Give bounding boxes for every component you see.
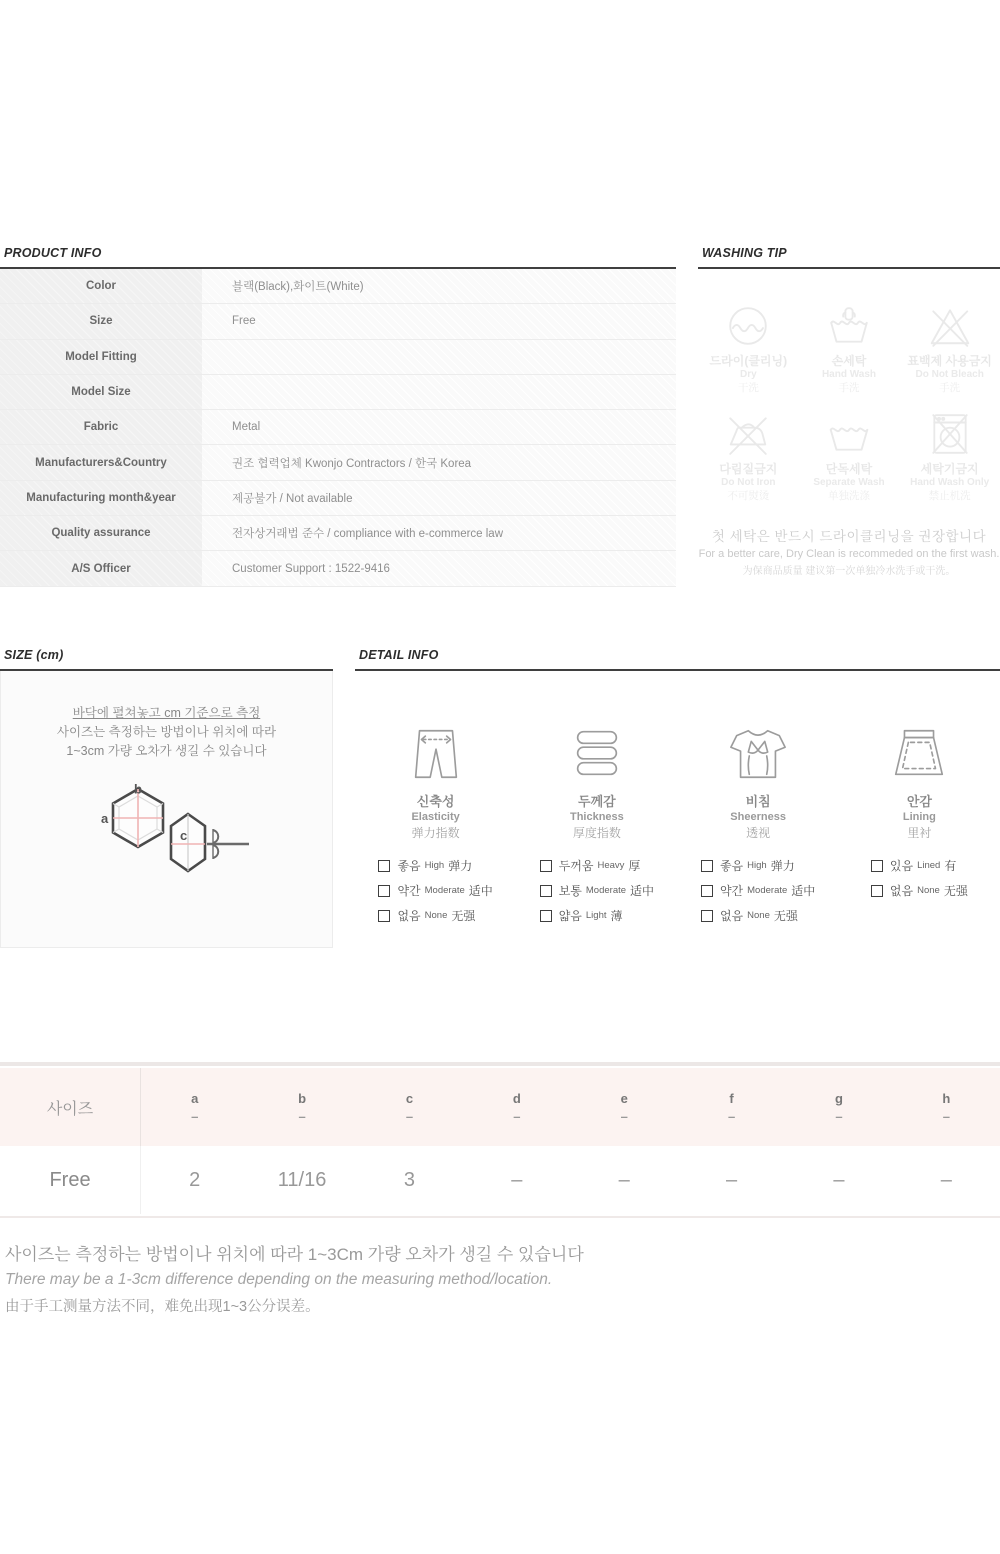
wash-label-en: Hand Wash Only [910, 477, 990, 488]
option-zh: 适中 [791, 884, 816, 898]
row-label: Model Fitting [0, 339, 202, 374]
option-checkbox[interactable] [871, 860, 883, 872]
washing-icons-grid [698, 303, 1000, 503]
row-label: Size [0, 304, 202, 339]
table-row [0, 480, 676, 515]
table-row [0, 410, 676, 445]
washing-item [698, 303, 799, 395]
category-label-zh: 厚度指数 [572, 826, 621, 840]
size-table [0, 1062, 1000, 1218]
fabric-thickness-icon [566, 723, 628, 785]
footer-note-en: There may be a 1-3cm difference depending on the measuring method/location. [5, 1271, 553, 1288]
section-rule [698, 267, 1000, 269]
size-table-col-g [785, 1068, 892, 1146]
row-value [202, 374, 676, 409]
option-en: Heavy [597, 860, 625, 871]
category-label-en: Elasticity [411, 811, 460, 823]
option-en: None [424, 910, 448, 921]
option-checkbox[interactable] [540, 910, 552, 922]
category-label-en: Lining [902, 811, 936, 823]
wash-label-zh: 手洗 [939, 382, 961, 394]
option-ko: 약간 [397, 884, 421, 898]
separate-wash-icon [826, 411, 872, 457]
option-en: High [424, 860, 445, 871]
wash-label-zh: 禁止机洗 [928, 490, 971, 502]
category-label-zh: 弹力指数 [411, 826, 460, 840]
detail-categories [355, 723, 1000, 924]
option-checkbox[interactable] [701, 885, 713, 897]
table-row [0, 339, 676, 374]
wash-label-zh: 单独洗涤 [827, 490, 870, 502]
row-value: Customer Support : 1522-9416 [202, 551, 676, 586]
hand-wash-icon [826, 303, 872, 349]
option-zh: 弹力 [448, 859, 473, 873]
row-label: Manufacturing month&year [0, 480, 202, 515]
col-dash: – [513, 1108, 521, 1124]
option-ko: 약간 [719, 884, 744, 898]
option-zh: 厚 [628, 859, 641, 873]
category-label-en: Sheerness [730, 811, 786, 823]
row-label: Model Size [0, 374, 202, 409]
do-not-iron-icon [725, 411, 771, 457]
category-label-zh: 里衬 [907, 826, 932, 840]
table-row [0, 551, 676, 586]
size-measure-note [1, 704, 332, 761]
row-value: Free [202, 304, 676, 339]
washing-tip-section [698, 246, 1000, 577]
wash-label-en: Do Not Bleach [915, 369, 984, 380]
washing-item [899, 303, 1000, 395]
row-value: Metal [202, 410, 676, 445]
table-row [0, 516, 676, 551]
option-list [378, 857, 492, 924]
pants-elasticity-icon [405, 723, 467, 785]
wash-label-ko: 세탁기금지 [920, 462, 979, 476]
wash-label-en: Separate Wash [813, 477, 885, 488]
row-label: Quality assurance [0, 516, 202, 551]
option-checkbox[interactable] [871, 885, 883, 897]
option-list [540, 857, 654, 924]
measure-label-c: c [179, 828, 187, 843]
size-section-title: SIZE (cm) [4, 648, 64, 662]
col-dash: – [405, 1108, 414, 1124]
size-value-f: – [726, 1168, 738, 1191]
wash-label-zh: 干洗 [737, 382, 759, 394]
size-value-b: 11/16 [277, 1168, 327, 1191]
option-row [701, 857, 815, 874]
size-table-col-d [463, 1068, 570, 1146]
col-dash: – [298, 1108, 306, 1124]
detail-category-lining [839, 723, 1000, 924]
col-letter: b [298, 1090, 307, 1106]
option-ko: 보통 [558, 884, 582, 898]
col-dash: – [620, 1108, 628, 1124]
option-en: Moderate [747, 885, 788, 896]
option-row [540, 882, 654, 899]
row-value: 전자상거래법 준수 / compliance with e-commerce law [202, 516, 676, 551]
size-value-d: – [511, 1168, 523, 1191]
product-info-title: PRODUCT INFO [4, 246, 102, 260]
size-table-col-h [893, 1068, 1000, 1146]
size-table-corner: 사이즈 [0, 1068, 141, 1146]
option-zh: 无强 [943, 884, 968, 898]
option-en: High [747, 860, 767, 871]
option-ko: 두꺼움 [558, 859, 594, 873]
washing-note-zh: 为保商品质量 建议第一次单独冷水洗手或干洗。 [742, 566, 956, 577]
option-ko: 있음 [889, 859, 914, 873]
size-row-name: Free [0, 1146, 141, 1214]
col-letter: h [942, 1090, 951, 1106]
size-table-col-a [141, 1068, 248, 1146]
size-section [0, 648, 333, 948]
option-en: None [917, 885, 940, 896]
size-note-line3: 1~3cm 가량 오차가 생길 수 있습니다 [66, 744, 267, 758]
size-table-col-c [356, 1068, 463, 1146]
option-row [378, 857, 492, 874]
col-dash: – [835, 1108, 843, 1124]
washing-note-en: For a better care, Dry Clean is recommeded on the first wash. [698, 548, 1000, 560]
size-value-a: 2 [189, 1168, 201, 1191]
size-note-line2: 사이즈는 측정하는 방법이나 위치에 따라 [56, 725, 277, 739]
category-label-ko: 안감 [906, 794, 932, 809]
washing-item [698, 411, 799, 503]
option-row [701, 907, 815, 924]
size-measure-box [0, 671, 333, 948]
col-dash: – [942, 1108, 950, 1124]
detail-category-thickness [516, 723, 677, 924]
option-en: Lined [917, 860, 941, 871]
washing-item [899, 411, 1000, 503]
size-table-data-row [0, 1146, 1000, 1214]
product-info-section [0, 246, 676, 587]
washing-tip-title: WASHING TIP [702, 246, 787, 260]
option-zh: 弹力 [770, 859, 795, 873]
detail-info-title: DETAIL INFO [359, 648, 439, 662]
size-value-c: 3 [403, 1168, 415, 1191]
wash-label-ko: 다림질금지 [719, 462, 778, 476]
measure-label-b: b [133, 783, 142, 797]
col-dash: – [191, 1108, 199, 1124]
col-letter: g [834, 1090, 843, 1106]
wash-label-ko: 드라이(클리닝) [709, 354, 788, 368]
footer-note-zh: 由于手工测量方法不同，难免出现1~3公分误差。 [5, 1299, 320, 1315]
option-ko: 좋음 [397, 859, 421, 873]
category-label-ko: 두께감 [578, 794, 616, 809]
option-checkbox[interactable] [378, 885, 390, 897]
earring-measure-diagram [17, 783, 317, 933]
option-row [378, 882, 492, 899]
option-zh: 适中 [630, 884, 655, 898]
option-en: None [747, 910, 770, 921]
no-machine-wash-icon [927, 411, 973, 457]
footer-note-ko: 사이즈는 측정하는 방법이나 위치에 따라 1~3Cm 가량 오차가 생길 수 있습니다 [5, 1245, 584, 1264]
size-note-line1: 바닥에 펼쳐놓고 cm 기준으로 측정 [72, 706, 261, 720]
option-checkbox[interactable] [540, 860, 552, 872]
washing-item [799, 411, 900, 503]
row-value [202, 339, 676, 374]
option-en: Moderate [424, 885, 465, 896]
row-label: Color [0, 269, 202, 304]
wash-label-en: Dry [739, 369, 757, 380]
col-letter: d [512, 1090, 521, 1106]
option-row [701, 882, 815, 899]
table-row [0, 374, 676, 409]
option-checkbox[interactable] [540, 885, 552, 897]
washing-item [799, 303, 900, 395]
size-table-top-border [0, 1062, 1000, 1066]
wash-label-zh: 手洗 [838, 382, 860, 394]
option-ko: 없음 [889, 884, 914, 898]
size-value-e: – [618, 1168, 630, 1191]
size-value-h: – [940, 1168, 952, 1191]
do-not-bleach-icon [927, 303, 973, 349]
size-table-bottom-border [0, 1216, 1000, 1218]
detail-category-elasticity [355, 723, 516, 924]
detail-category-sheerness [678, 723, 839, 924]
option-list [701, 857, 815, 924]
option-ko: 없음 [719, 909, 744, 923]
col-letter: f [729, 1090, 734, 1106]
option-checkbox[interactable] [378, 910, 390, 922]
option-zh: 有 [944, 859, 957, 873]
col-dash: – [727, 1108, 736, 1124]
option-en: Moderate [585, 885, 627, 896]
wash-label-ko: 표백제 사용금지 [907, 354, 992, 368]
row-value: 블랙(Black),화이트(White) [202, 269, 676, 304]
option-row [540, 857, 654, 874]
table-row [0, 304, 676, 339]
option-checkbox[interactable] [378, 860, 390, 872]
size-table-col-b [248, 1068, 355, 1146]
category-label-zh: 透视 [746, 826, 771, 840]
row-label: A/S Officer [0, 551, 202, 586]
dry-clean-icon [725, 303, 771, 349]
option-row [378, 907, 492, 924]
option-ko: 좋음 [719, 859, 744, 873]
row-label: Fabric [0, 410, 202, 445]
row-label: Manufacturers&Country [0, 445, 202, 480]
option-ko: 없음 [397, 909, 421, 923]
category-label-en: Thickness [569, 811, 624, 823]
lining-icon [888, 723, 950, 785]
table-row [0, 269, 676, 304]
category-label-ko: 신축성 [416, 794, 455, 809]
size-table-col-e [571, 1068, 678, 1146]
product-info-table [0, 269, 676, 587]
option-ko: 얇음 [558, 909, 582, 923]
footer-note [5, 1240, 584, 1316]
option-row [540, 907, 654, 924]
wash-label-zh: 不可熨烫 [727, 490, 770, 502]
washing-note [698, 525, 1000, 577]
size-table-header-row [0, 1068, 1000, 1146]
option-row [871, 882, 968, 899]
measure-label-a: a [100, 811, 108, 826]
wash-label-en: Hand Wash [821, 369, 877, 380]
col-letter: c [405, 1090, 414, 1106]
wash-label-en: Do Not Iron [721, 477, 776, 488]
sheerness-icon [727, 723, 789, 785]
row-value: 권조 협력업체 Kwonjo Contractors / 한국 Korea [202, 445, 676, 480]
washing-note-ko: 첫 세탁은 반드시 드라이클리닝을 권장합니다 [711, 529, 987, 544]
option-checkbox[interactable] [701, 910, 713, 922]
option-list [871, 857, 968, 899]
col-letter: a [191, 1090, 199, 1106]
option-zh: 适中 [468, 884, 493, 898]
table-row [0, 445, 676, 480]
category-label-ko: 비침 [745, 794, 771, 809]
option-zh: 无强 [451, 909, 476, 923]
size-table-col-f [678, 1068, 785, 1146]
section-rule [355, 669, 1000, 671]
option-checkbox[interactable] [701, 860, 713, 872]
detail-info-section [355, 648, 1000, 924]
option-zh: 薄 [610, 909, 623, 923]
option-row [871, 857, 968, 874]
option-zh: 无强 [773, 909, 798, 923]
row-value: 제공불가 / Not available [202, 480, 676, 515]
size-value-g: – [833, 1168, 845, 1191]
col-letter: e [620, 1090, 628, 1106]
wash-label-ko: 단독세탁 [825, 462, 873, 476]
option-en: Light [585, 910, 607, 921]
wash-label-ko: 손세탁 [831, 354, 867, 368]
